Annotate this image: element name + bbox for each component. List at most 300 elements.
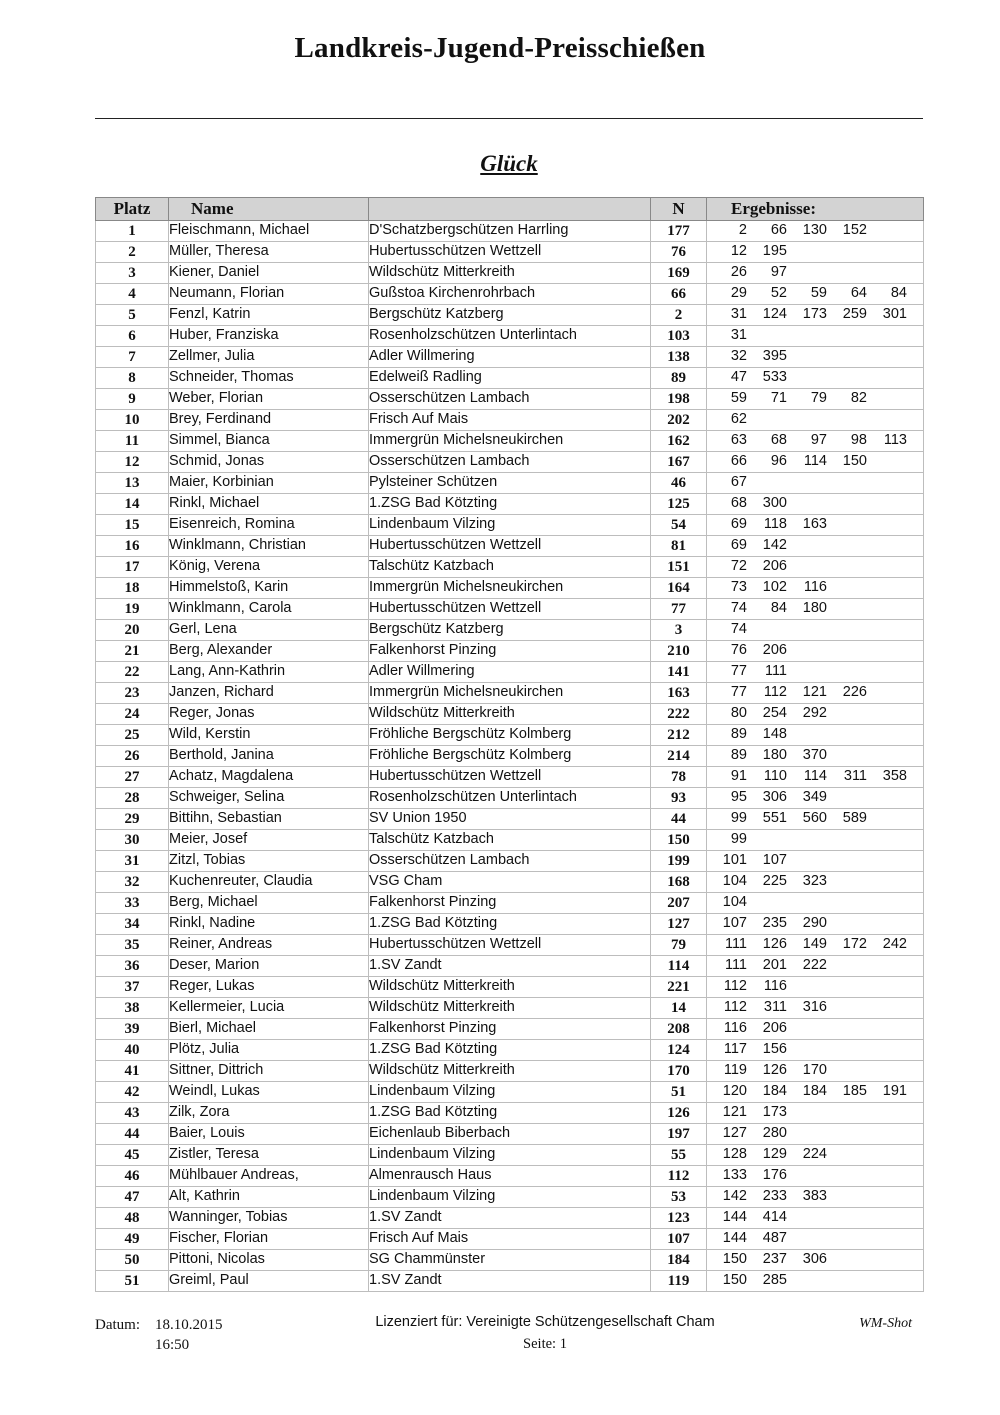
rank-cell: 51 xyxy=(96,1271,169,1292)
result-value: 237 xyxy=(762,1251,787,1267)
table-row xyxy=(96,872,924,893)
n-cell: 55 xyxy=(651,1145,707,1166)
table-row xyxy=(96,326,924,347)
table-row xyxy=(96,1166,924,1187)
results-cell xyxy=(707,788,924,809)
results-cell xyxy=(707,452,924,473)
rank-cell: 49 xyxy=(96,1229,169,1250)
n-cell: 54 xyxy=(651,515,707,536)
result-value: 111 xyxy=(764,663,787,679)
name-cell: Fleischmann, Michael xyxy=(169,221,369,242)
n-cell: 198 xyxy=(651,389,707,410)
table-row xyxy=(96,452,924,473)
rank-cell: 34 xyxy=(96,914,169,935)
name-cell: Rinkl, Michael xyxy=(169,494,369,515)
result-value: 96 xyxy=(770,453,787,469)
result-value: 72 xyxy=(730,558,747,574)
result-value: 77 xyxy=(730,663,747,679)
name-cell: Winklmann, Carola xyxy=(169,599,369,620)
club-cell: Falkenhorst Pinzing xyxy=(369,641,651,662)
result-value: 129 xyxy=(762,1146,787,1162)
result-value: 110 xyxy=(763,768,787,784)
rank-cell: 9 xyxy=(96,389,169,410)
n-cell: 44 xyxy=(651,809,707,830)
rank-cell: 50 xyxy=(96,1250,169,1271)
results-cell xyxy=(707,242,924,263)
result-value: 99 xyxy=(730,831,747,847)
n-cell: 78 xyxy=(651,767,707,788)
result-value: 300 xyxy=(762,495,787,511)
results-cell xyxy=(707,1124,924,1145)
result-value: 235 xyxy=(762,915,787,931)
result-value: 74 xyxy=(730,600,747,616)
result-value: 127 xyxy=(722,1125,747,1141)
table-header-row xyxy=(96,198,924,221)
results-cell xyxy=(707,1145,924,1166)
table-row xyxy=(96,1229,924,1250)
result-value: 120 xyxy=(722,1083,747,1099)
rank-cell: 45 xyxy=(96,1145,169,1166)
result-value: 414 xyxy=(762,1209,787,1225)
n-cell: 51 xyxy=(651,1082,707,1103)
rank-cell: 20 xyxy=(96,620,169,641)
table-row xyxy=(96,1082,924,1103)
rank-cell: 7 xyxy=(96,347,169,368)
result-value: 12 xyxy=(730,243,747,259)
table-row xyxy=(96,914,924,935)
table-row xyxy=(96,935,924,956)
club-cell: Bergschütz Katzberg xyxy=(369,620,651,641)
club-cell: Hubertusschützen Wettzell xyxy=(369,242,651,263)
club-cell: Lindenbaum Vilzing xyxy=(369,515,651,536)
table-row xyxy=(96,1124,924,1145)
name-cell: König, Verena xyxy=(169,557,369,578)
club-cell: Talschütz Katzbach xyxy=(369,557,651,578)
result-value: 52 xyxy=(770,285,787,301)
n-cell: 79 xyxy=(651,935,707,956)
rank-cell: 23 xyxy=(96,683,169,704)
results-cell xyxy=(707,494,924,515)
result-value: 301 xyxy=(882,306,907,322)
result-value: 82 xyxy=(850,390,867,406)
print-time: 16:50 xyxy=(155,1337,190,1353)
result-value: 116 xyxy=(723,1020,747,1036)
result-value: 67 xyxy=(730,474,747,490)
results-cell xyxy=(707,956,924,977)
n-cell: 167 xyxy=(651,452,707,473)
results-cell xyxy=(707,1229,924,1250)
rank-cell: 39 xyxy=(96,1019,169,1040)
result-value: 133 xyxy=(722,1167,747,1183)
result-value: 121 xyxy=(722,1104,747,1120)
rank-cell: 3 xyxy=(96,263,169,284)
result-value: 29 xyxy=(730,285,747,301)
club-cell: Hubertusschützen Wettzell xyxy=(369,767,651,788)
club-cell: Immergrün Michelsneukirchen xyxy=(369,578,651,599)
page-number: Seite: 1 xyxy=(523,1336,567,1352)
name-cell: Zistler, Teresa xyxy=(169,1145,369,1166)
table-row xyxy=(96,1103,924,1124)
name-cell: Zitzl, Tobias xyxy=(169,851,369,872)
result-value: 150 xyxy=(842,453,867,469)
result-value: 222 xyxy=(802,957,827,973)
n-cell: 197 xyxy=(651,1124,707,1145)
rank-cell: 25 xyxy=(96,725,169,746)
result-value: 116 xyxy=(803,579,827,595)
result-value: 116 xyxy=(763,978,787,994)
results-cell xyxy=(707,977,924,998)
results-cell xyxy=(707,1166,924,1187)
result-value: 152 xyxy=(842,222,867,238)
result-value: 173 xyxy=(802,306,827,322)
name-cell: Reger, Lukas xyxy=(169,977,369,998)
result-value: 149 xyxy=(802,936,827,952)
rank-cell: 46 xyxy=(96,1166,169,1187)
name-cell: Brey, Ferdinand xyxy=(169,410,369,431)
header-divider xyxy=(95,118,923,119)
results-cell xyxy=(707,347,924,368)
result-value: 104 xyxy=(722,873,747,889)
rank-cell: 43 xyxy=(96,1103,169,1124)
club-cell: Wildschütz Mitterkreith xyxy=(369,704,651,725)
result-value: 589 xyxy=(842,810,867,826)
club-cell: 1.ZSG Bad Kötzting xyxy=(369,1040,651,1061)
club-cell: Rosenholzschützen Unterlintach xyxy=(369,788,651,809)
result-value: 225 xyxy=(762,873,787,889)
name-cell: Janzen, Richard xyxy=(169,683,369,704)
rank-cell: 32 xyxy=(96,872,169,893)
result-value: 79 xyxy=(810,390,827,406)
name-cell: Berg, Alexander xyxy=(169,641,369,662)
results-cell xyxy=(707,1250,924,1271)
result-value: 126 xyxy=(762,1062,787,1078)
table-row xyxy=(96,263,924,284)
result-value: 119 xyxy=(723,1062,747,1078)
club-cell: Almenrausch Haus xyxy=(369,1166,651,1187)
results-cell xyxy=(707,1103,924,1124)
club-cell: 1.ZSG Bad Kötzting xyxy=(369,914,651,935)
name-cell: Schneider, Thomas xyxy=(169,368,369,389)
results-cell xyxy=(707,872,924,893)
n-cell: 114 xyxy=(651,956,707,977)
name-cell: Maier, Korbinian xyxy=(169,473,369,494)
club-cell: VSG Cham xyxy=(369,872,651,893)
club-cell: 1.ZSG Bad Kötzting xyxy=(369,494,651,515)
name-cell: Greiml, Paul xyxy=(169,1271,369,1292)
n-cell: 210 xyxy=(651,641,707,662)
table-row xyxy=(96,1040,924,1061)
n-cell: 127 xyxy=(651,914,707,935)
result-value: 206 xyxy=(762,1020,787,1036)
table-row xyxy=(96,788,924,809)
rank-cell: 11 xyxy=(96,431,169,452)
table-row xyxy=(96,830,924,851)
software-name: WM-Shot xyxy=(859,1316,912,1331)
n-cell: 53 xyxy=(651,1187,707,1208)
table-row xyxy=(96,473,924,494)
result-value: 358 xyxy=(882,768,907,784)
name-cell: Kellermeier, Lucia xyxy=(169,998,369,1019)
name-cell: Achatz, Magdalena xyxy=(169,767,369,788)
result-value: 226 xyxy=(842,684,867,700)
rank-cell: 2 xyxy=(96,242,169,263)
result-value: 26 xyxy=(730,264,747,280)
n-cell: 107 xyxy=(651,1229,707,1250)
result-value: 206 xyxy=(762,642,787,658)
table-row xyxy=(96,809,924,830)
club-cell: 1.SV Zandt xyxy=(369,1271,651,1292)
club-cell: 1.SV Zandt xyxy=(369,956,651,977)
results-cell xyxy=(707,662,924,683)
club-cell: Frisch Auf Mais xyxy=(369,410,651,431)
table-row xyxy=(96,536,924,557)
result-value: 185 xyxy=(842,1083,867,1099)
result-value: 112 xyxy=(723,999,747,1015)
n-cell: 151 xyxy=(651,557,707,578)
club-cell: Wildschütz Mitterkreith xyxy=(369,977,651,998)
n-cell: 221 xyxy=(651,977,707,998)
result-value: 311 xyxy=(843,768,867,784)
club-cell: Talschütz Katzbach xyxy=(369,830,651,851)
club-cell: Fröhliche Bergschütz Kolmberg xyxy=(369,725,651,746)
result-value: 59 xyxy=(730,390,747,406)
n-cell: 2 xyxy=(651,305,707,326)
name-cell: Eisenreich, Romina xyxy=(169,515,369,536)
rank-cell: 8 xyxy=(96,368,169,389)
club-cell: 1.ZSG Bad Kötzting xyxy=(369,1103,651,1124)
club-cell: Immergrün Michelsneukirchen xyxy=(369,683,651,704)
result-value: 121 xyxy=(802,684,827,700)
results-cell xyxy=(707,725,924,746)
rank-cell: 6 xyxy=(96,326,169,347)
print-date: 18.10.2015 xyxy=(155,1317,223,1333)
results-cell xyxy=(707,536,924,557)
result-value: 98 xyxy=(850,432,867,448)
result-value: 292 xyxy=(802,705,827,721)
club-cell: 1.SV Zandt xyxy=(369,1208,651,1229)
table-row xyxy=(96,1271,924,1292)
table-row xyxy=(96,704,924,725)
rank-cell: 31 xyxy=(96,851,169,872)
rank-cell: 18 xyxy=(96,578,169,599)
table-row xyxy=(96,284,924,305)
result-value: 97 xyxy=(770,264,787,280)
results-cell xyxy=(707,389,924,410)
results-cell xyxy=(707,767,924,788)
table-row xyxy=(96,1250,924,1271)
result-value: 280 xyxy=(762,1125,787,1141)
rank-cell: 40 xyxy=(96,1040,169,1061)
result-value: 107 xyxy=(762,852,787,868)
results-cell xyxy=(707,410,924,431)
name-cell: Fischer, Florian xyxy=(169,1229,369,1250)
rank-cell: 44 xyxy=(96,1124,169,1145)
result-value: 107 xyxy=(722,915,747,931)
result-value: 89 xyxy=(730,726,747,742)
n-cell: 125 xyxy=(651,494,707,515)
n-cell: 89 xyxy=(651,368,707,389)
result-value: 64 xyxy=(850,285,867,301)
name-cell: Müller, Theresa xyxy=(169,242,369,263)
club-cell: Lindenbaum Vilzing xyxy=(369,1082,651,1103)
rank-cell: 21 xyxy=(96,641,169,662)
rank-cell: 48 xyxy=(96,1208,169,1229)
name-cell: Meier, Josef xyxy=(169,830,369,851)
results-cell xyxy=(707,1208,924,1229)
table-row xyxy=(96,998,924,1019)
page-title: Landkreis-Jugend-Preisschießen xyxy=(294,32,706,64)
results-cell xyxy=(707,998,924,1019)
n-cell: 66 xyxy=(651,284,707,305)
results-cell xyxy=(707,284,924,305)
results-cell xyxy=(707,851,924,872)
result-value: 114 xyxy=(803,768,827,784)
table-row xyxy=(96,746,924,767)
club-cell: Edelweiß Radling xyxy=(369,368,651,389)
result-value: 259 xyxy=(842,306,867,322)
table-row xyxy=(96,1019,924,1040)
result-value: 111 xyxy=(724,957,747,973)
result-value: 97 xyxy=(810,432,827,448)
results-cell xyxy=(707,578,924,599)
name-cell: Bittihn, Sebastian xyxy=(169,809,369,830)
n-cell: 124 xyxy=(651,1040,707,1061)
n-cell: 207 xyxy=(651,893,707,914)
result-value: 224 xyxy=(802,1146,827,1162)
rank-cell: 14 xyxy=(96,494,169,515)
n-cell: 184 xyxy=(651,1250,707,1271)
table-row xyxy=(96,431,924,452)
n-cell: 14 xyxy=(651,998,707,1019)
name-cell: Winklmann, Christian xyxy=(169,536,369,557)
table-row xyxy=(96,956,924,977)
name-cell: Reger, Jonas xyxy=(169,704,369,725)
name-cell: Pittoni, Nicolas xyxy=(169,1250,369,1271)
table-row xyxy=(96,893,924,914)
club-cell: Wildschütz Mitterkreith xyxy=(369,263,651,284)
result-value: 73 xyxy=(730,579,747,595)
results-cell xyxy=(707,809,924,830)
result-value: 254 xyxy=(762,705,787,721)
result-value: 80 xyxy=(730,705,747,721)
name-cell: Simmel, Bianca xyxy=(169,431,369,452)
result-value: 156 xyxy=(762,1041,787,1057)
name-cell: Fenzl, Katrin xyxy=(169,305,369,326)
name-cell: Huber, Franziska xyxy=(169,326,369,347)
n-cell: 138 xyxy=(651,347,707,368)
result-value: 233 xyxy=(762,1188,787,1204)
rank-cell: 5 xyxy=(96,305,169,326)
result-value: 395 xyxy=(762,348,787,364)
result-value: 191 xyxy=(882,1083,907,1099)
n-cell: 162 xyxy=(651,431,707,452)
rank-cell: 36 xyxy=(96,956,169,977)
name-cell: Kuchenreuter, Claudia xyxy=(169,872,369,893)
column-header-club xyxy=(369,198,651,221)
table-row xyxy=(96,1061,924,1082)
table-row xyxy=(96,557,924,578)
n-cell: 199 xyxy=(651,851,707,872)
result-value: 201 xyxy=(762,957,787,973)
table-row xyxy=(96,1145,924,1166)
name-cell: Schweiger, Selina xyxy=(169,788,369,809)
result-value: 176 xyxy=(762,1167,787,1183)
n-cell: 126 xyxy=(651,1103,707,1124)
section-subtitle: Glück xyxy=(480,151,538,176)
n-cell: 168 xyxy=(651,872,707,893)
name-cell: Schmid, Jonas xyxy=(169,452,369,473)
name-cell: Zilk, Zora xyxy=(169,1103,369,1124)
column-header-platz: Platz xyxy=(96,198,169,221)
rank-cell: 47 xyxy=(96,1187,169,1208)
result-value: 285 xyxy=(762,1272,787,1288)
result-value: 66 xyxy=(770,222,787,238)
n-cell: 81 xyxy=(651,536,707,557)
table-row xyxy=(96,767,924,788)
result-value: 290 xyxy=(802,915,827,931)
n-cell: 112 xyxy=(651,1166,707,1187)
name-cell: Rinkl, Nadine xyxy=(169,914,369,935)
table-row xyxy=(96,347,924,368)
result-value: 68 xyxy=(770,432,787,448)
result-value: 206 xyxy=(762,558,787,574)
rank-cell: 41 xyxy=(96,1061,169,1082)
club-cell: Lindenbaum Vilzing xyxy=(369,1187,651,1208)
rank-cell: 4 xyxy=(96,284,169,305)
results-cell xyxy=(707,641,924,662)
name-cell: Berg, Michael xyxy=(169,893,369,914)
results-cell xyxy=(707,683,924,704)
result-value: 102 xyxy=(762,579,787,595)
name-cell: Himmelstoß, Karin xyxy=(169,578,369,599)
results-cell xyxy=(707,305,924,326)
result-value: 101 xyxy=(722,852,747,868)
club-cell: Falkenhorst Pinzing xyxy=(369,893,651,914)
result-value: 74 xyxy=(730,621,747,637)
result-value: 311 xyxy=(763,999,787,1015)
n-cell: 177 xyxy=(651,221,707,242)
result-value: 163 xyxy=(802,516,827,532)
table-row xyxy=(96,368,924,389)
results-cell xyxy=(707,263,924,284)
name-cell: Weindl, Lukas xyxy=(169,1082,369,1103)
result-value: 104 xyxy=(722,894,747,910)
result-value: 306 xyxy=(762,789,787,805)
result-value: 31 xyxy=(730,327,747,343)
name-cell: Deser, Marion xyxy=(169,956,369,977)
n-cell: 163 xyxy=(651,683,707,704)
table-row xyxy=(96,683,924,704)
rank-cell: 35 xyxy=(96,935,169,956)
result-value: 124 xyxy=(762,306,787,322)
n-cell: 141 xyxy=(651,662,707,683)
result-value: 370 xyxy=(802,747,827,763)
name-cell: Wanninger, Tobias xyxy=(169,1208,369,1229)
rank-cell: 16 xyxy=(96,536,169,557)
rank-cell: 15 xyxy=(96,515,169,536)
n-cell: 212 xyxy=(651,725,707,746)
result-value: 32 xyxy=(730,348,747,364)
rank-cell: 30 xyxy=(96,830,169,851)
rank-cell: 37 xyxy=(96,977,169,998)
result-value: 47 xyxy=(730,369,747,385)
results-cell xyxy=(707,914,924,935)
result-value: 184 xyxy=(762,1083,787,1099)
result-value: 76 xyxy=(730,642,747,658)
club-cell: Fröhliche Bergschütz Kolmberg xyxy=(369,746,651,767)
footer-license-block xyxy=(0,1313,1000,1353)
results-cell xyxy=(707,1187,924,1208)
